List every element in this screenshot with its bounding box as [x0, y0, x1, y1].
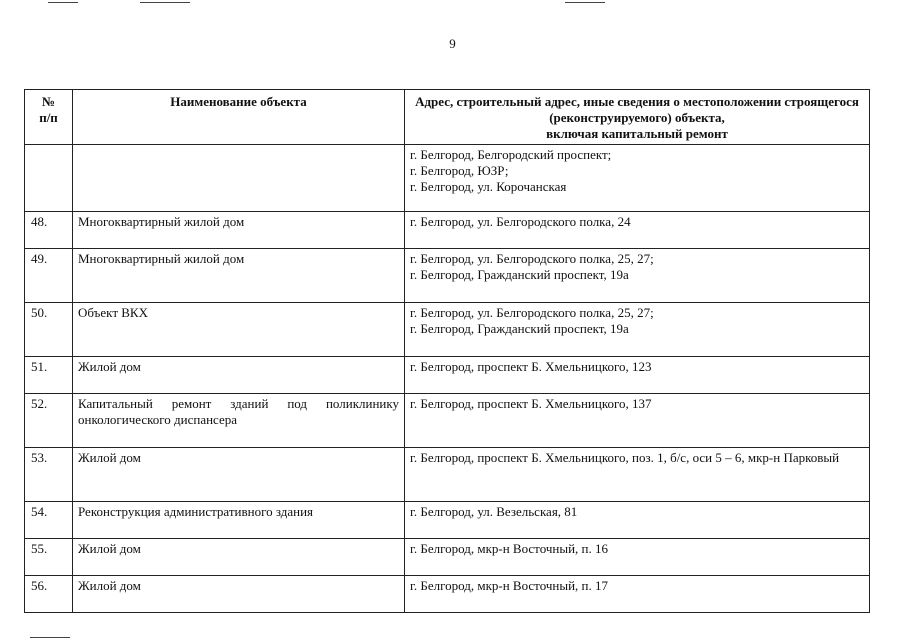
scan-artifact-line [30, 637, 70, 638]
header-address: Адрес, строительный адрес, иные сведения о местоположении строящегося (реконструируемого) объекта, включая капитальный ремонт [405, 90, 870, 145]
cell-address [405, 145, 870, 212]
address-line: г. Белгород, проспект Б. Хмельницкого, 137 [410, 396, 652, 411]
cell-name: Жилой дом [73, 357, 405, 394]
scan-artifact-line [140, 2, 190, 3]
table-row [25, 502, 870, 539]
address-line: г. Белгород, Белгородский проспект; [410, 147, 612, 162]
cell-name: Жилой дом [73, 576, 405, 613]
cell-address [405, 249, 870, 303]
table-row [25, 303, 870, 357]
table-row [25, 357, 870, 394]
address-line: г. Белгород, Гражданский проспект, 19а [410, 321, 629, 336]
table-row [25, 212, 870, 249]
address-line: г. Белгород, мкр-н Восточный, п. 16 [410, 541, 608, 556]
address-line: г. Белгород, проспект Б. Хмельницкого, 123 [410, 359, 652, 374]
address-line: г. Белгород, проспект Б. Хмельницкого, поз. 1, б/с, оси 5 – 6, мкр-н Парковый [410, 450, 840, 465]
table-row [25, 539, 870, 576]
address-line: г. Белгород, ул. Корочанская [410, 179, 567, 194]
cell-address [405, 539, 870, 576]
cell-number: 55. [25, 539, 73, 576]
cell-number: 50. [25, 303, 73, 357]
table-header-row [25, 90, 870, 145]
header-object-name: Наименование объекта [73, 90, 405, 145]
cell-number: 52. [25, 394, 73, 448]
address-line: г. Белгород, мкр-н Восточный, п. 17 [410, 578, 608, 593]
address-line: г. Белгород, ул. Белгородского полка, 24 [410, 214, 631, 229]
table-row-continuation [25, 145, 870, 212]
cell-name: Реконструкция административного здания [73, 502, 405, 539]
address-line: г. Белгород, ул. Везельская, 81 [410, 504, 578, 519]
table-row [25, 448, 870, 502]
cell-address [405, 212, 870, 249]
cell-name: Капитальный ремонт зданий под поликлинику онкологического диспансера [73, 394, 405, 448]
cell-number: 56. [25, 576, 73, 613]
address-line: г. Белгород, ЮЗР; [410, 163, 509, 178]
cell-name: Многоквартирный жилой дом [73, 212, 405, 249]
table-row [25, 394, 870, 448]
address-line: г. Белгород, Гражданский проспект, 19а [410, 267, 629, 282]
cell-address [405, 357, 870, 394]
cell-name: Жилой дом [73, 539, 405, 576]
cell-number: 51. [25, 357, 73, 394]
table-row [25, 249, 870, 303]
header-number: № п/п [25, 90, 73, 145]
cell-number: 54. [25, 502, 73, 539]
cell-address [405, 448, 870, 502]
cell-number: 49. [25, 249, 73, 303]
cell-address [405, 303, 870, 357]
cell-name: Многоквартирный жилой дом [73, 249, 405, 303]
cell-address [405, 502, 870, 539]
cell-number [25, 145, 73, 212]
address-line: г. Белгород, ул. Белгородского полка, 25, 27; [410, 305, 654, 320]
cell-address [405, 394, 870, 448]
cell-name: Жилой дом [73, 448, 405, 502]
cell-name: Объект ВКХ [73, 303, 405, 357]
cell-name [73, 145, 405, 212]
cell-number: 53. [25, 448, 73, 502]
scan-artifact-line [565, 2, 605, 3]
objects-table [24, 89, 870, 613]
table-row [25, 576, 870, 613]
address-line: г. Белгород, ул. Белгородского полка, 25, 27; [410, 251, 654, 266]
scan-artifact-line [48, 2, 78, 3]
cell-number: 48. [25, 212, 73, 249]
cell-address [405, 576, 870, 613]
page-number: 9 [449, 36, 456, 51]
